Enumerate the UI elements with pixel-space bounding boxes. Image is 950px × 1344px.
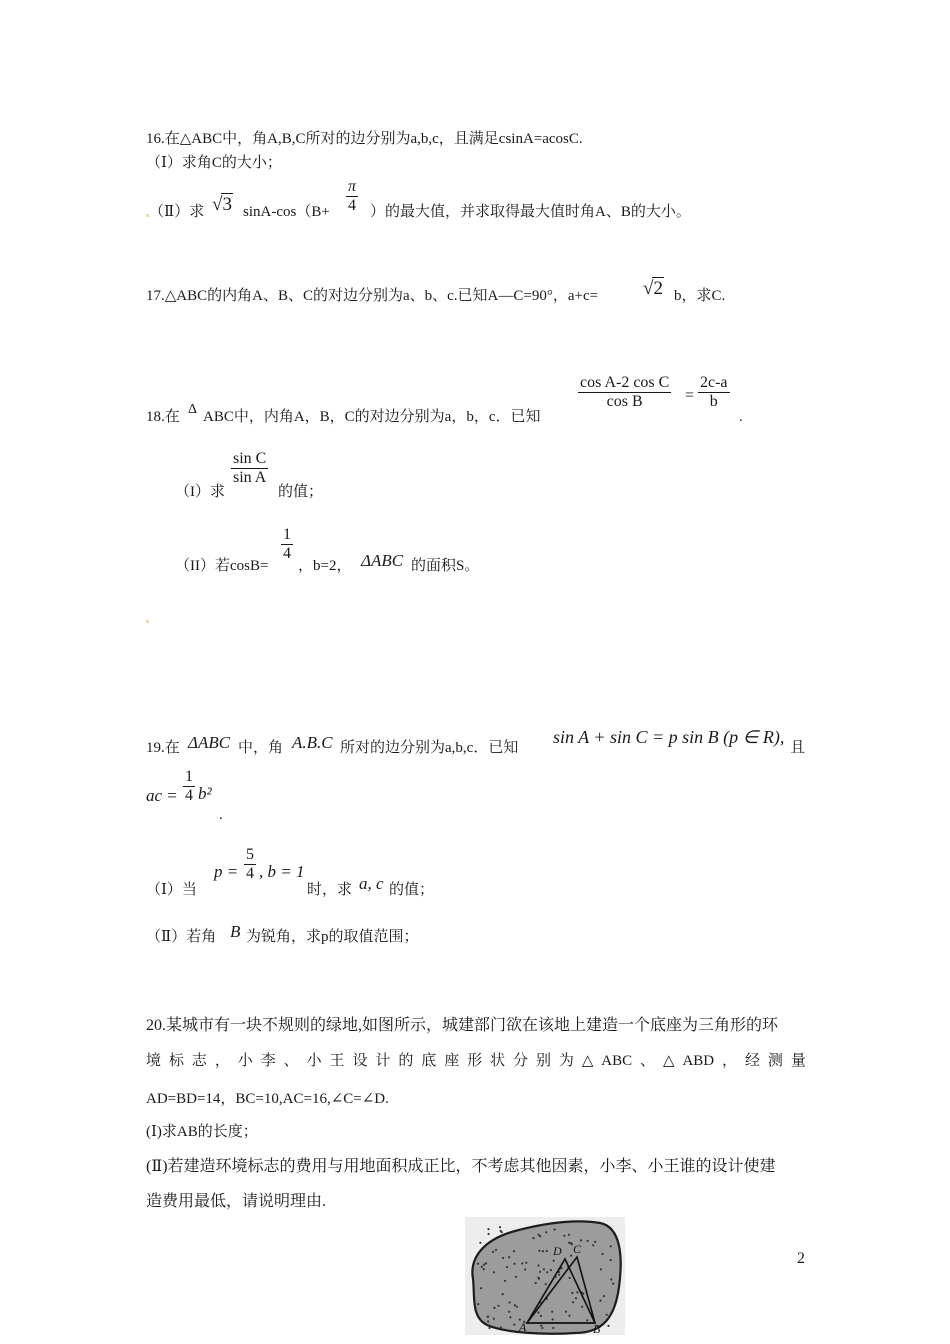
land-dot: [546, 1271, 548, 1273]
q20-line3: AD=BD=14，BC=10,AC=16,∠C=∠D.: [146, 1091, 389, 1107]
q20-line2-token: 测: [767, 1053, 783, 1069]
q18-f1-num: cos A-2 cos C: [580, 374, 670, 391]
land-dot: [520, 1228, 522, 1230]
land-dot: [568, 1315, 570, 1317]
land-dot: [508, 1311, 510, 1313]
q20-line2-token: 经: [744, 1053, 760, 1069]
q16-part2-mid: sinA-cos（B+: [243, 204, 330, 220]
land-dot: [545, 1231, 547, 1233]
land-dot: [550, 1269, 552, 1271]
q20-line2-token: 小: [237, 1053, 253, 1069]
q20-line2-token: 的: [398, 1053, 414, 1069]
q19-ac-den: 4: [185, 787, 193, 804]
q19-p1-num: 5: [246, 846, 254, 863]
q20-line2-token: ，: [722, 1053, 738, 1069]
land-dot: [502, 1293, 504, 1295]
q18-end: .: [739, 409, 743, 425]
q19-angles: A.B.C: [292, 733, 333, 752]
q18-p2-den: 4: [283, 545, 291, 562]
q19-equation: sin A + sin C = p sin B (p ∈ R),: [553, 727, 785, 747]
land-dot: [546, 1250, 548, 1252]
q19-five-quarters: [244, 846, 256, 883]
q20-line2-token: ，: [214, 1053, 230, 1069]
q16-part2-suffix: ）的最大值，并求取得最大值时角A、B的大小。: [370, 204, 691, 220]
q17-sqrt: √2: [643, 278, 663, 299]
q18-p2-num: 1: [283, 526, 291, 543]
q20-line2-token: 、: [640, 1053, 656, 1069]
green-land-figure: [465, 1217, 625, 1335]
land-dot: [570, 1255, 572, 1257]
land-dot: [572, 1301, 574, 1303]
q19-p1-den: 4: [246, 865, 254, 882]
q19-d: 且: [790, 740, 806, 756]
q18-fraction-right: [698, 374, 730, 411]
land-dot: [488, 1233, 490, 1235]
q18-part2-prefix: （II）若cosB=: [175, 558, 269, 574]
land-dot: [545, 1283, 547, 1285]
land-dot: [540, 1325, 542, 1327]
q20-line2-token: 形: [467, 1053, 483, 1069]
q16-pi-over-4: [346, 178, 358, 215]
land-dot: [513, 1263, 515, 1265]
q16-part1: （Ⅰ）求角C的大小；: [146, 155, 282, 171]
q16-sqrt: √3: [212, 194, 232, 215]
q20-line2-token: 王: [329, 1053, 345, 1069]
green-land-figure-svg: [465, 1217, 625, 1335]
land-dot: [603, 1295, 605, 1297]
land-dot: [481, 1266, 483, 1268]
land-dot: [612, 1283, 614, 1285]
land-dot: [521, 1262, 523, 1264]
land-dot: [493, 1307, 495, 1309]
land-dot: [532, 1237, 534, 1239]
q18-f1-den: cos B: [606, 393, 643, 410]
land-dot: [516, 1306, 518, 1308]
q17-sqrt-arg: 2: [653, 278, 663, 299]
land-dot: [558, 1274, 560, 1276]
land-dot: [552, 1327, 554, 1329]
land-dot: [538, 1250, 540, 1252]
land-dot: [587, 1240, 589, 1242]
land-dot: [535, 1282, 537, 1284]
q20-line2-token: 量: [790, 1053, 806, 1069]
land-dot: [599, 1300, 601, 1302]
q19-part1-b: , b = 1: [259, 862, 305, 881]
q19-part1-p: p =: [214, 862, 239, 881]
q18-part2-mid: ，b=2，: [298, 558, 352, 574]
land-dot: [502, 1257, 504, 1259]
scan-mark: ₓ: [146, 614, 149, 625]
land-dot: [525, 1262, 527, 1264]
q20-line2-token: ABC: [601, 1053, 633, 1069]
q19-a: 19.在: [146, 740, 180, 756]
land-dot: [480, 1287, 482, 1289]
land-dot: [568, 1242, 570, 1244]
land-dot: [492, 1251, 494, 1253]
q18-equals: =: [685, 387, 695, 404]
q16-frac-num: π: [348, 178, 357, 195]
land-dot: [524, 1268, 526, 1270]
land-dot: [483, 1268, 485, 1270]
land-dot: [543, 1268, 545, 1270]
q19-ac: ac =: [146, 786, 178, 805]
q20-line2-token: 计: [375, 1053, 391, 1069]
q17-text-b: b，求C.: [674, 288, 726, 304]
land-dot: [594, 1241, 596, 1243]
land-dot: [540, 1315, 542, 1317]
land-dot: [509, 1301, 511, 1303]
land-dot: [499, 1226, 501, 1228]
land-dot: [554, 1228, 556, 1230]
land-outline: [472, 1221, 620, 1333]
land-dot: [487, 1228, 489, 1230]
q20-line2-token: 为: [558, 1053, 574, 1069]
land-dot: [493, 1271, 495, 1273]
land-dot: [515, 1276, 517, 1278]
q16-sqrt-arg: 3: [222, 194, 232, 215]
land-dot: [508, 1256, 510, 1258]
q20-line2-token: △: [662, 1053, 675, 1069]
q18-triangle: ΔABC: [361, 551, 404, 570]
q19-part2-b: 为锐角，求p的取值范围；: [246, 929, 419, 945]
land-dot: [606, 1314, 608, 1316]
q16-frac-den: 4: [348, 197, 356, 214]
q18-stem-a: 18.在: [146, 409, 180, 425]
q20-line6: 造费用最低，请说明理由.: [146, 1193, 327, 1210]
land-dot: [541, 1327, 543, 1329]
land-dot: [477, 1303, 479, 1305]
label-d: D: [553, 1244, 562, 1258]
land-dot: [506, 1266, 508, 1268]
land-dot: [610, 1278, 612, 1280]
land-dot: [610, 1259, 612, 1261]
q20-line2-token: 、: [283, 1053, 299, 1069]
q19-b-squared: b²: [198, 784, 212, 803]
q19-ac-frac: [183, 768, 195, 805]
land-dot: [563, 1235, 565, 1237]
land-dot: [551, 1311, 553, 1313]
q18-fraction-left: [578, 374, 671, 411]
land-dot: [477, 1263, 479, 1265]
land-dot: [600, 1268, 602, 1270]
q20-line2-token: △: [581, 1053, 594, 1069]
q20-line2-token: 小: [306, 1053, 322, 1069]
q19-triangle: ΔABC: [188, 733, 231, 752]
land-dot: [514, 1304, 516, 1306]
land-dot: [483, 1264, 485, 1266]
land-dot: [610, 1245, 612, 1247]
q18-sinC-over-sinA: [231, 450, 268, 487]
land-dot: [539, 1271, 541, 1273]
land-dot: [537, 1311, 539, 1313]
q19-part2-B: B: [230, 922, 241, 941]
land-dot: [479, 1242, 481, 1244]
q19-part2-a: （Ⅱ）若角: [146, 929, 217, 945]
q19-part1-ac: a, c: [359, 874, 384, 893]
land-dot: [513, 1324, 515, 1326]
label-c: C: [573, 1242, 582, 1256]
q18-part1-prefix: （I）求: [175, 484, 225, 500]
q19-ac-end: .: [219, 807, 223, 823]
q20-line1: 20.某城市有一块不规则的绿地,如图所示，城建部门欲在该地上建造一个底座为三角形的环: [146, 1017, 779, 1034]
q17-text-a: 17.△ABC的内角A、B、C的对边分别为a、b、c.已知A—C=90°，a+c=: [146, 288, 599, 304]
q18-f2-num: 2c-a: [700, 374, 728, 391]
q20-line2-token: 标: [168, 1053, 184, 1069]
label-b: B: [593, 1322, 601, 1335]
land-dot: [495, 1249, 497, 1251]
land-dot: [552, 1318, 554, 1320]
land-dot: [487, 1320, 489, 1322]
land-dot: [504, 1280, 506, 1282]
q18-part2-suffix: 的面积S。: [411, 558, 480, 574]
q20-line2-token: 境: [146, 1053, 162, 1069]
q20-line2-token: 座: [444, 1053, 460, 1069]
q20-line2-token: ABD: [682, 1053, 715, 1069]
q19-c: 所对的边分别为a,b,c．已知: [340, 740, 519, 756]
q18-p1-den: sin A: [233, 469, 267, 486]
land-dot: [488, 1327, 490, 1329]
q16-stem: 16.在△ABC中，角A,B,C所对的边分别为a,b,c，且满足csinA=acosC.: [146, 131, 583, 147]
land-dot: [537, 1264, 539, 1266]
land-dot: [538, 1234, 540, 1236]
land-dot: [500, 1326, 502, 1328]
q18-stem-b: ABC中，内角A，B，C的对边分别为a，b，c．已知: [203, 409, 541, 425]
land-dot: [569, 1277, 571, 1279]
q20-line2-token: 李: [260, 1053, 276, 1069]
q20-line5: (Ⅱ)若建造环境标志的费用与用地面积成正比，不考虑其他因素，小李、小王谁的设计使建: [146, 1158, 776, 1175]
land-dot: [568, 1234, 570, 1236]
q18-part1-suffix: 的值；: [278, 484, 324, 500]
land-dot: [581, 1306, 583, 1308]
land-dot: [571, 1292, 573, 1294]
q20-line2-token: 设: [352, 1053, 368, 1069]
q20-line2-token: 状: [490, 1053, 506, 1069]
q18-f2-den: b: [709, 393, 718, 410]
land-dot: [485, 1262, 487, 1264]
q20-line2-token: 别: [535, 1053, 551, 1069]
q20-line2-token: 分: [513, 1053, 529, 1069]
q19-b: 中，角: [238, 740, 284, 756]
q16-part2-prefix: （Ⅱ）求: [149, 204, 205, 220]
q18-one-quarter: [281, 526, 293, 563]
q19-part1-c: 时，求: [307, 882, 353, 898]
q20-line2-token: 底: [421, 1053, 437, 1069]
q20-line2-token: 志: [191, 1053, 207, 1069]
land-dot: [592, 1244, 594, 1246]
land-dot: [513, 1250, 515, 1252]
land-dot: [542, 1250, 544, 1252]
q20-line4: (Ⅰ)求AB的长度；: [146, 1124, 258, 1140]
scan-mark: ₓ: [146, 208, 149, 219]
label-a: A: [519, 1320, 527, 1334]
q20-line2: [146, 1052, 806, 1070]
q19-part1-a: （Ⅰ）当: [146, 882, 197, 898]
land-dot: [487, 1316, 489, 1318]
land-dot: [586, 1319, 588, 1321]
land-dot: [500, 1230, 502, 1232]
land-dot: [537, 1277, 539, 1279]
land-dot: [497, 1305, 499, 1307]
land-dot: [601, 1253, 603, 1255]
land-dot: [575, 1297, 577, 1299]
q19-ac-num: 1: [185, 768, 193, 785]
land-dot: [493, 1318, 495, 1320]
land-dot: [509, 1316, 511, 1318]
q19-part1-d: 的值；: [389, 882, 435, 898]
land-dot: [553, 1260, 555, 1262]
q18-p1-num: sin C: [233, 450, 267, 467]
land-dot: [607, 1325, 609, 1327]
page-number: 2: [797, 1250, 805, 1267]
q18-delta: Δ: [188, 402, 198, 417]
land-dot: [565, 1311, 567, 1313]
land-dot: [576, 1291, 578, 1293]
